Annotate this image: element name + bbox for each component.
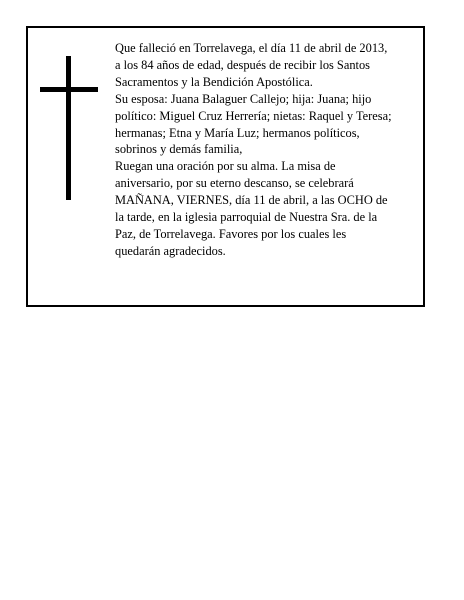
cross-horizontal-bar bbox=[40, 87, 98, 92]
family-paragraph: Su esposa: Juana Balaguer Callejo; hija: Juana; hijo político: Miguel Cruz Herrería; nietas: Raquel y Teresa; hermanas; Etna y María Luz; hermanos políticos, sobrinos y demás familia, bbox=[115, 91, 392, 157]
mass-announcement-paragraph: Ruegan una oración por su alma. La misa de aniversario, por su eterno descanso, se celebrará MAÑANA, VIERNES, día 11 de abril, a las OCHO de la tarde, en la iglesia parroquial de Nuestra Sra. de la Paz, de Torrelavega. Favores por los cuales les quedarán agradecidos. bbox=[115, 159, 388, 258]
obituary-notice bbox=[26, 26, 425, 307]
latin-cross-icon bbox=[40, 56, 98, 200]
death-announcement-paragraph: Que falleció en Torrelavega, el día 11 de abril de 2013, a los 84 años de edad, después de recibir los Santos Sacramentos y la Bendición Apostólica. bbox=[115, 41, 388, 89]
cross-vertical-bar bbox=[66, 56, 71, 200]
obituary-text bbox=[115, 40, 427, 260]
